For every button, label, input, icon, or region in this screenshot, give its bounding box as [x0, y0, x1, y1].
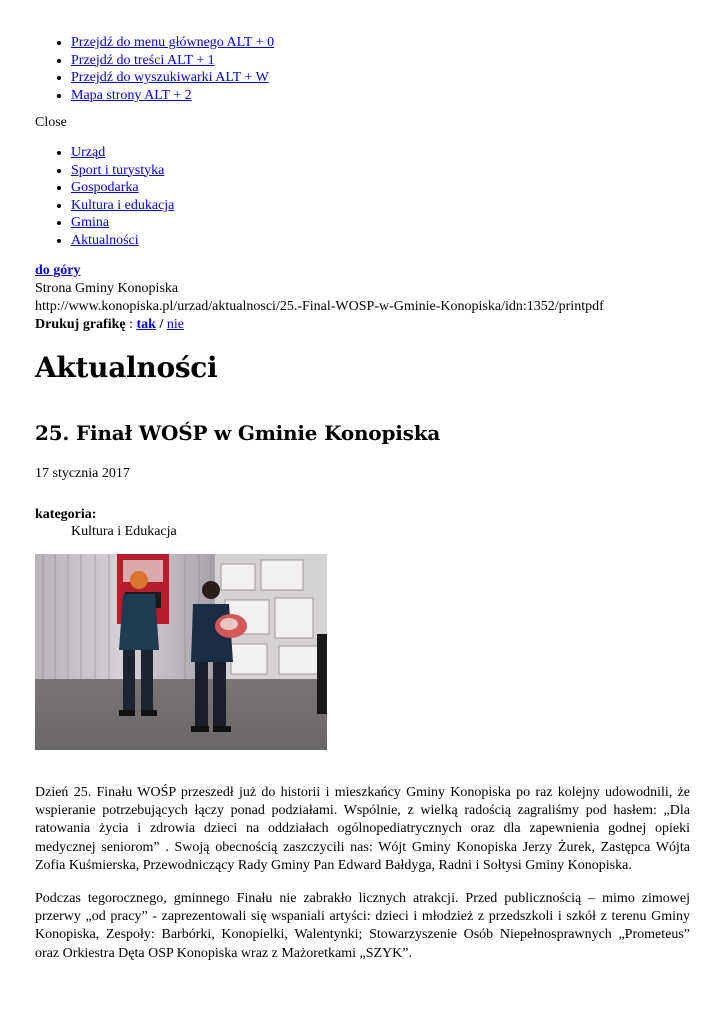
- menu-link-sport[interactable]: Sport i turystyka: [71, 162, 165, 178]
- article-title: 25. Finał WOŚP w Gminie Konopiska: [35, 420, 441, 445]
- close-label[interactable]: Close: [35, 115, 67, 131]
- print-graphics-slash: /: [155, 316, 167, 332]
- print-graphics-separator: :: [125, 316, 137, 332]
- back-to-top-label: do góry: [35, 262, 81, 278]
- page-info: [35, 262, 690, 334]
- page-url: http://www.konopiska.pl/urzad/aktualnosci/25.-Final-WOSP-w-Gminie-Konopiska/idn:1352/printpdf: [35, 298, 604, 314]
- article-paragraph: Dzień 25. Finału WOŚP przeszedł już do historii i mieszkańcy Gminy Konopiska po raz kolejny udowodnili, że wspieranie potrzebujących łączy ponad podziałami. Wspólnie, z wielką radością zagraliśmy pod hasłem: „Dla ratowania życia i zdrowia dzieci na oddziałach ogólnopediatrycznych oraz dla zapewnienia godnej opieki medycznej seniorom” . Swoją obecnością zaszczycili nas: Wójt Gminy Konopiska Jerzy Żurek, Zastępca Wójta Zofia Kuśmierska, Przewodniczący Rady Gminy Pan Edward Bałdyga, Radni i Sołtysi Gminy Konopiska.: [35, 784, 690, 874]
- site-name: Strona Gminy Konopiska: [35, 280, 179, 296]
- menu-link-aktualnosci[interactable]: Aktualności: [71, 232, 139, 248]
- sitemap-link[interactable]: Mapa strony ALT + 2: [71, 87, 192, 103]
- print-graphics-no-link[interactable]: nie: [166, 316, 184, 332]
- skip-to-search-link[interactable]: Przejdź do wyszukiwarki ALT + W: [71, 70, 269, 86]
- menu-link-gospodarka[interactable]: Gospodarka: [71, 180, 139, 196]
- menu-item: [71, 214, 690, 232]
- menu-item: [71, 232, 690, 250]
- main-menu: [35, 144, 690, 250]
- print-graphics-yes-link[interactable]: [137, 317, 156, 332]
- menu-item: [71, 179, 690, 197]
- menu-item: [71, 197, 690, 215]
- article-date: 17 stycznia 2017: [35, 465, 130, 481]
- photo-illustration: [35, 554, 327, 750]
- skip-link-item: [71, 69, 690, 87]
- print-page: [35, 34, 690, 963]
- print-graphics-yes-label: tak: [136, 316, 156, 332]
- menu-link-gmina[interactable]: Gmina: [71, 215, 110, 231]
- menu-link-kultura[interactable]: Kultura i edukacja: [71, 197, 175, 213]
- menu-item: [71, 144, 690, 162]
- article-photo: [35, 554, 327, 750]
- menu-item: [71, 162, 690, 180]
- skip-link-item: [71, 52, 690, 70]
- category-label: kategoria:: [35, 506, 97, 522]
- menu-link-urzad[interactable]: Urząd: [71, 144, 106, 160]
- back-to-top-link[interactable]: [35, 263, 81, 278]
- skip-link-item: [71, 34, 690, 52]
- category-value: Kultura i Edukacja: [71, 523, 177, 539]
- skip-links: [35, 34, 690, 104]
- print-graphics-row: [35, 316, 690, 334]
- article-paragraph: Podczas tegorocznego, gminnego Finału nie zabrakło licznych atrakcji. Przed publicznością – mimo zimowej przerwy „od pracy” - zaprezentowali się wspaniali artyści: dzieci i młodzież z przedszkoli i szkół z terenu Gminy Konopiska, Zespoły: Barbórki, Konopielki, Walentynki; Stowarzyszenie Osób Niepełnosprawnych „Prometeus” oraz Orkiestra Dęta OSP Konopiska wraz z Mażoretkami „SZYK”.: [35, 890, 690, 961]
- print-graphics-label: Drukuj grafikę: [35, 316, 126, 332]
- skip-to-content-link[interactable]: Przejdź do treści ALT + 1: [71, 52, 215, 68]
- section-title: Aktualności: [35, 350, 218, 384]
- skip-to-menu-link[interactable]: Przejdź do menu głównego ALT + 0: [71, 35, 275, 50]
- skip-link-item: [71, 87, 690, 105]
